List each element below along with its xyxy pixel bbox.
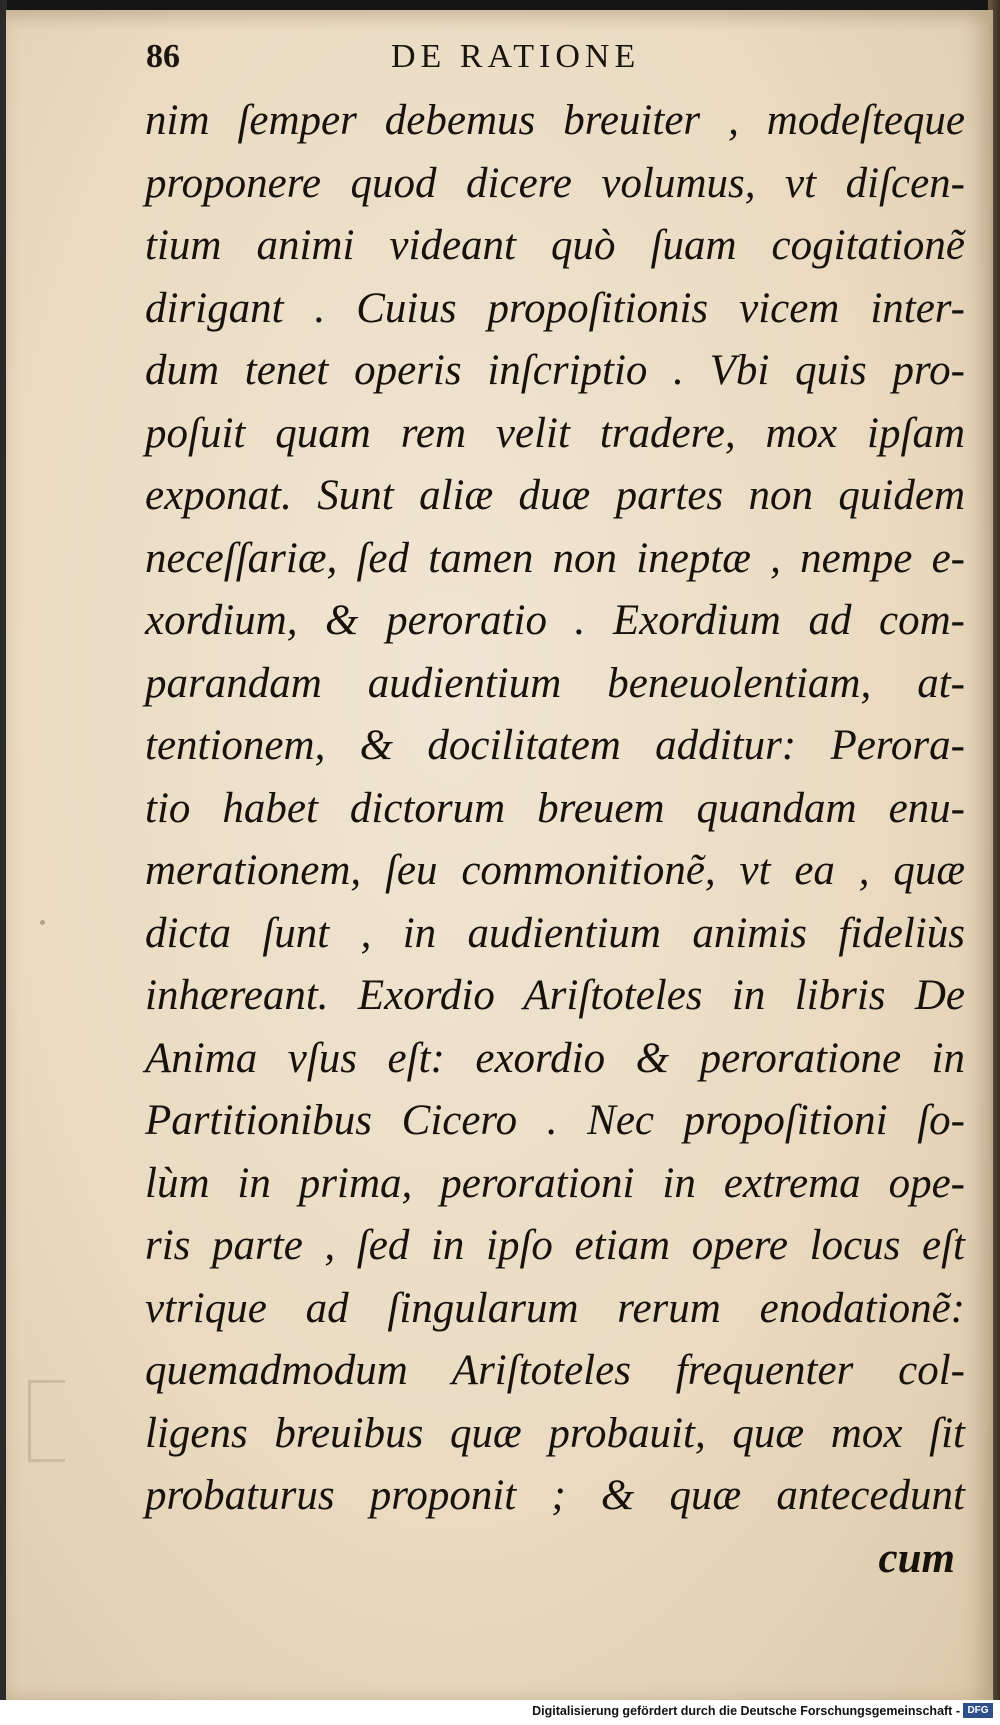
text-line: nim ſemper debemus breuiter , modeſteque [145, 97, 965, 144]
text-line: tentionem, & docilitatem additur: Perora- [145, 722, 965, 769]
margin-dot [40, 920, 45, 925]
text-line: parandam audientium beneuolentiam, at- [145, 659, 965, 707]
text-line: poſuit quam rem velit tradere, mox ipſam [145, 409, 965, 457]
running-title: DE RATIONE [391, 38, 641, 75]
body-text [145, 90, 965, 1590]
text-line: inhæreant. Exordio Ariſtoteles in libris De [145, 972, 965, 1019]
text-line: lùm in prima, perorationi in extrema ope- [145, 1159, 965, 1207]
text-line: xordium, & peroratio . Exordium ad com- [145, 597, 965, 644]
text-line: proponere quod dicere volumus, vt diſcen- [145, 159, 965, 207]
text-line: neceſſariæ, ſed tamen non ineptæ , nempe e- [145, 534, 965, 582]
text-line: dirigant . Cuius propoſitionis vicem inter- [145, 284, 965, 332]
text-line: ligens breuibus quæ probauit, quæ mox ſit [145, 1409, 965, 1457]
text-line: exponat. Sunt aliæ duæ partes non quidem [145, 472, 965, 519]
catchword: cum [878, 1534, 955, 1582]
text-line: dum tenet operis inſcriptio . Vbi quis pro- [145, 347, 965, 394]
text-line: vtrique ad ſingularum rerum enodationẽ: [145, 1284, 965, 1332]
running-head [146, 38, 926, 88]
text-line: Anima vſus eſt: exordio & peroratione in [145, 1034, 965, 1082]
text-line: Partitionibus Cicero . Nec propoſitioni ſo- [145, 1097, 965, 1144]
text-line: tium animi videant quò ſuam cogitationẽ [145, 222, 965, 269]
text-line: merationem, ſeu commonitionẽ, vt ea , quæ [145, 847, 965, 894]
text-line: ris parte , ſed in ipſo etiam opere locus eſt [145, 1222, 965, 1269]
digitization-credit: Digitalisierung gefördert durch die Deutsche Forschungsgemeinschaft - [532, 1704, 960, 1718]
text-line: dicta ſunt , in audientium animis fideliùs [145, 909, 965, 957]
text-line: probaturus proponit ; & quæ antecedunt [145, 1472, 965, 1519]
margin-bracket-mark [28, 1380, 65, 1462]
text-line: tio habet dictorum breuem quandam enu- [145, 784, 965, 832]
page-number: 86 [146, 38, 180, 75]
book-page [6, 10, 993, 1700]
dfg-logo: DFG [963, 1703, 993, 1718]
text-line: quemadmodum Ariſtoteles frequenter col- [145, 1347, 965, 1394]
